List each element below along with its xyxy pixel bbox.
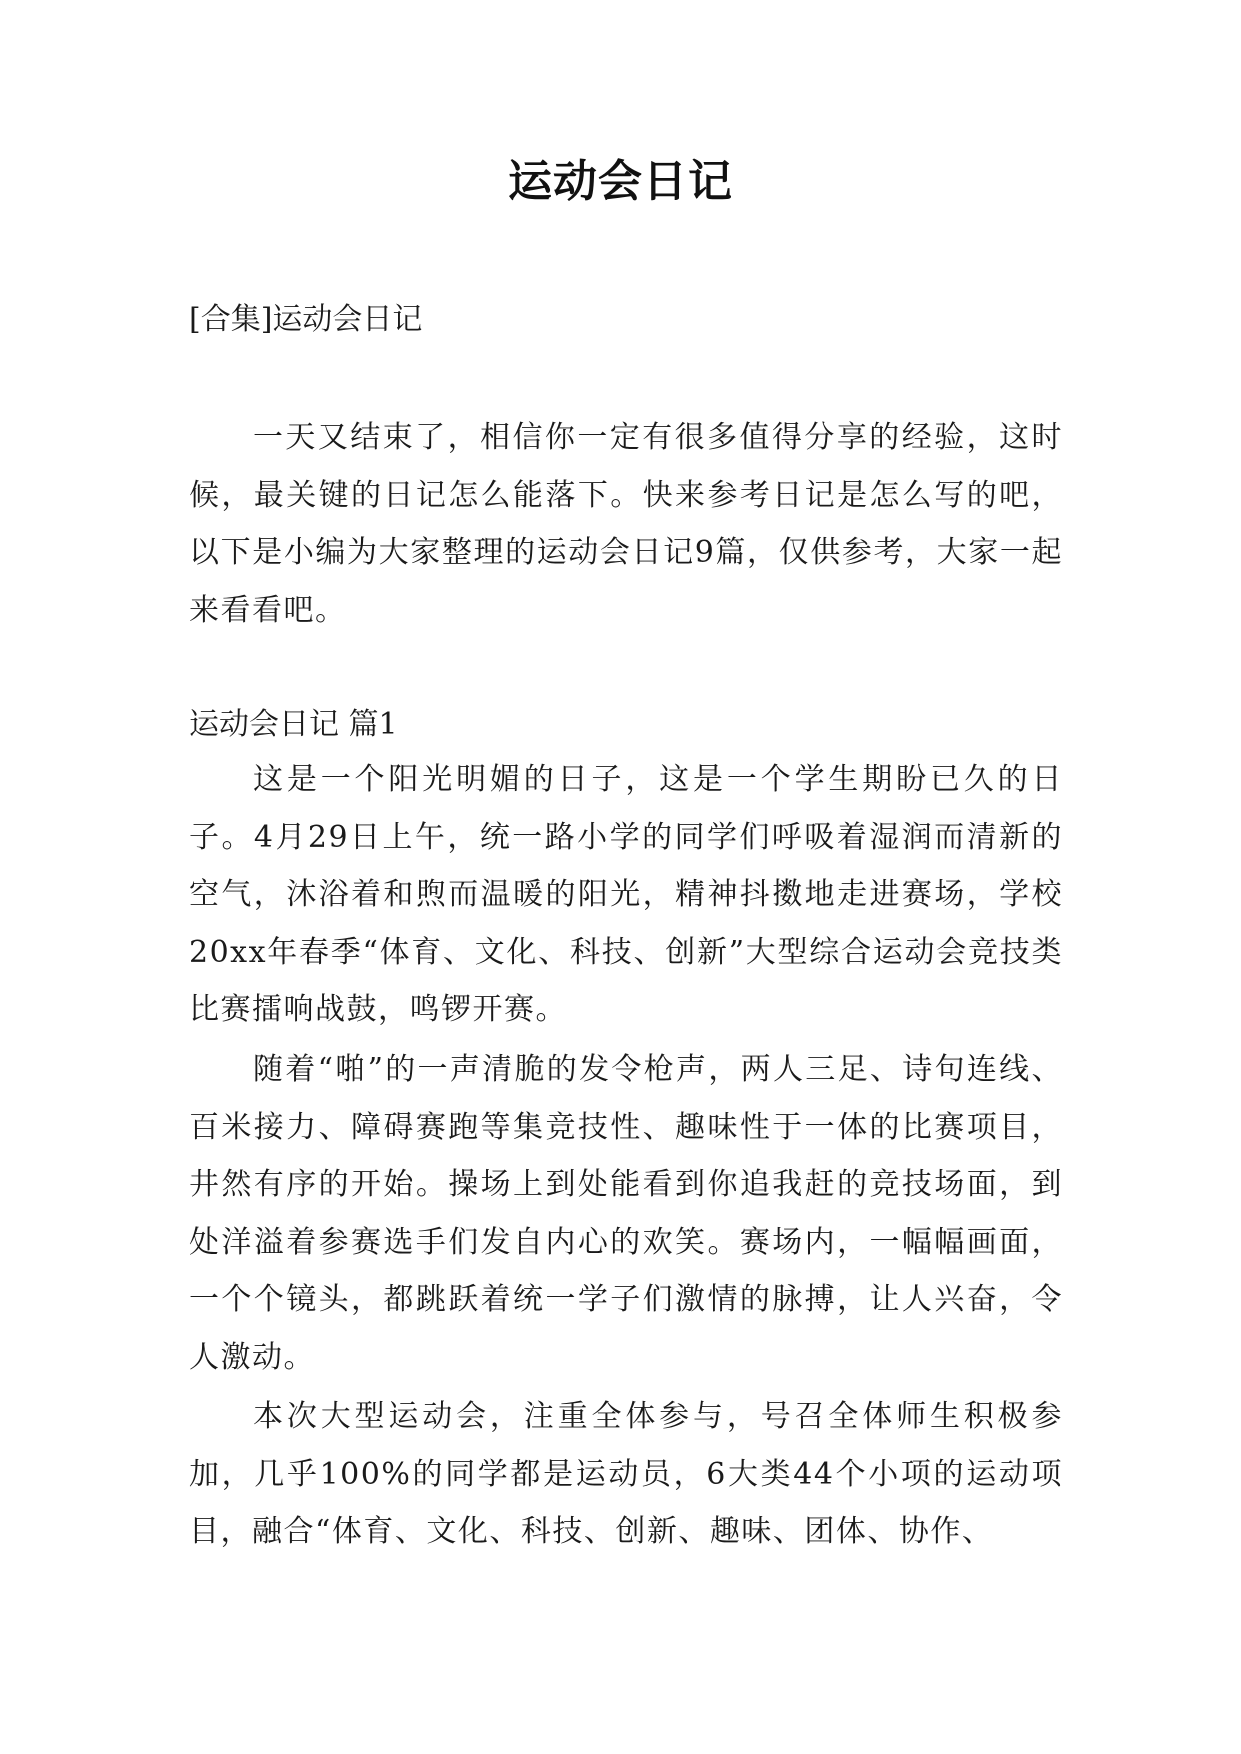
intro-paragraph: 一天又结束了，相信你一定有很多值得分享的经验，这时候，最关键的日记怎么能落下。快来参考日记是怎么写的吧，以下是小编为大家整理的运动会日记9篇，仅供参考，大家一起来看看吧。: [189, 420, 1063, 628]
body-paragraph-1: 这是一个阳光明媚的日子，这是一个学生期盼已久的日子。4月29日上午，统一路小学的同学们呼吸着湿润而清新的空气，沐浴着和煦而温暖的阳光，精神抖擞地走进赛场，学校20xx年春季“体育、文化、科技、创新”大型综合运动会竞技类比赛擂响战鼓，鸣锣开赛。: [189, 762, 1063, 1027]
body-paragraph-3: 本次大型运动会，注重全体参与，号召全体师生积极参加，几乎100%的同学都是运动员，6大类44个小项的运动项目，融合“体育、文化、科技、创新、趣味、团体、协作、: [189, 1399, 1063, 1549]
document-subtitle: [合集]运动会日记: [189, 302, 423, 337]
section-heading: 运动会日记 篇1: [189, 707, 398, 742]
body-paragraph-2: 随着“啪”的一声清脆的发令枪声，两人三足、诗句连线、百米接力、障碍赛跑等集竞技性、趣味性于一体的比赛项目，井然有序的开始。操场上到处能看到你追我赶的竞技场面，到处洋溢着参赛选手们发自内心的欢笑。赛场内，一幅幅画面，一个个镜头，都跳跃着统一学子们激情的脉搏，让人兴奋，令人激动。: [189, 1052, 1063, 1375]
document-title: 运动会日记: [508, 156, 733, 207]
